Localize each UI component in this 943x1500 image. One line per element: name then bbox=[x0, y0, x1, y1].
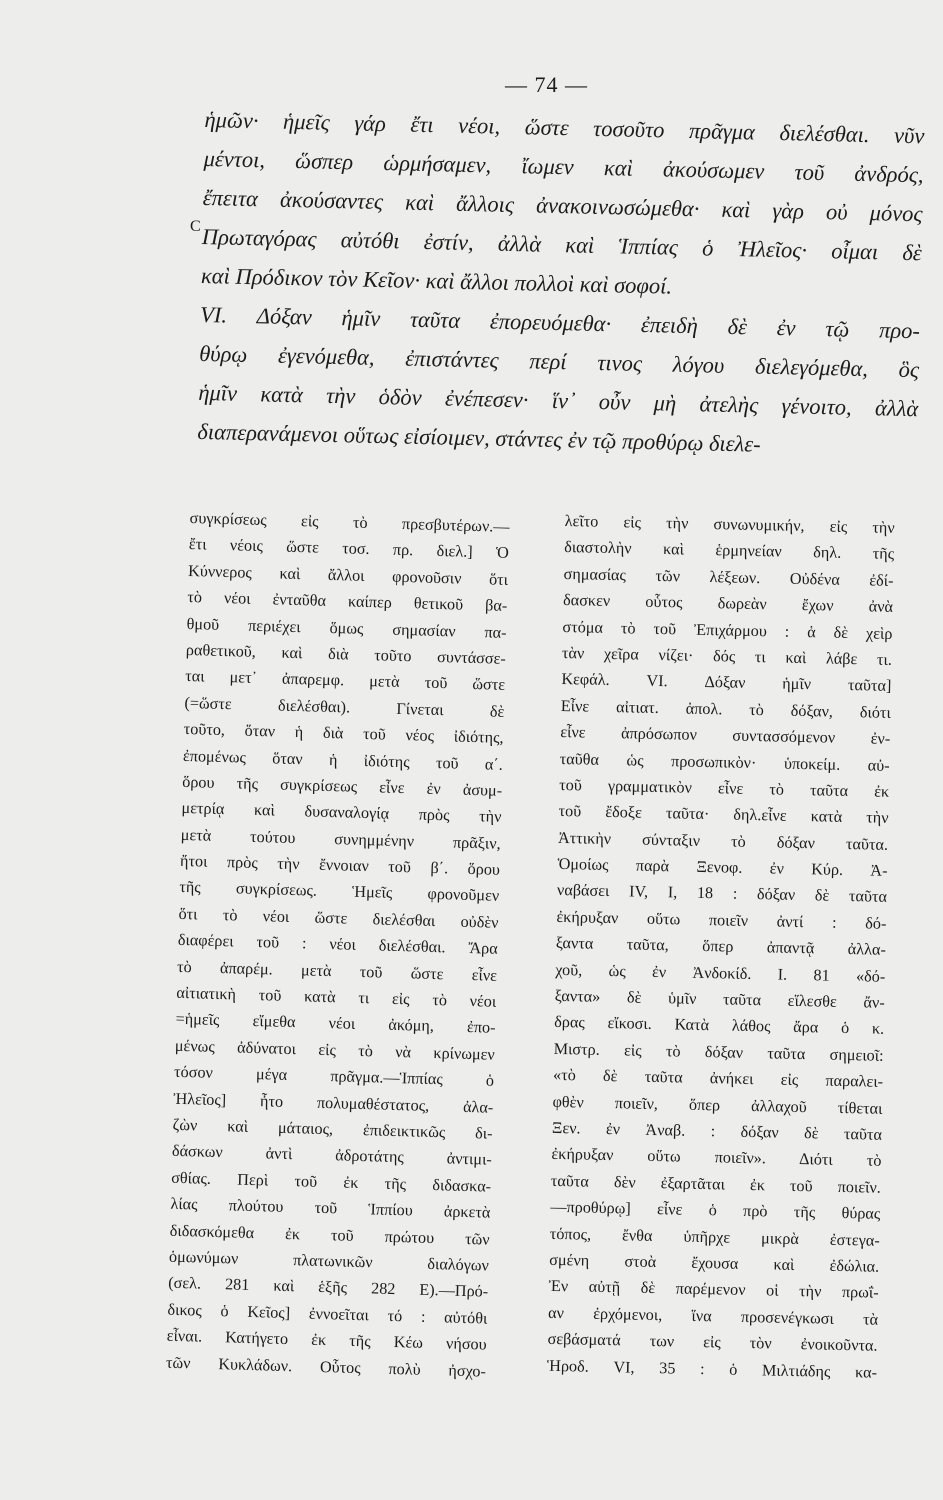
note-line: Ξεν. ἐν Ἀναβ. : δόξαν δὲ ταῦτα bbox=[551, 1118, 883, 1144]
main-text-line: ἡμῖν κατὰ τὴν ὁδὸν ἐνέπεσεν· ἵν᾽ οὖν μὴ ἀτελὴς γένοιτο, ἀλλὰ bbox=[198, 379, 919, 422]
notes-left-column bbox=[166, 505, 510, 1384]
note-line: μένως ἀδύνατοι εἰς τὸ νὰ κρίνωμεν bbox=[174, 1036, 496, 1064]
note-line: αν ἐρχόμενοι, ἵνα προσενέγκωσι τὰ bbox=[547, 1303, 879, 1329]
note-line: ταῦθα ὡς προσωπικὸν· ὑποκείμ. αὐ- bbox=[559, 749, 890, 775]
main-text-line: καὶ Πρόδικον τὸν Κεῖον· καὶ ἄλλοι πολλοὶ καὶ σοφοί. bbox=[200, 262, 673, 299]
note-line: αἰτιατικὴ τοῦ κατὰ τι εἰς τὸ νέοι bbox=[176, 983, 497, 1011]
note-line: ναβάσει IV, I, 18 : δόξαν δὲ ταῦτα bbox=[556, 881, 888, 907]
note-line: =ἡμεῖς εἴμεθα νέοι ἀκόμη, ἐπο- bbox=[175, 1010, 496, 1038]
note-line: ξαντα» δὲ ὑμῖν ταῦτα εἵλεσθε ἄν- bbox=[554, 986, 885, 1012]
note-line: δικος ὁ Κεῖος] ἐννοεῖται τό : αὐτόθι bbox=[167, 1300, 488, 1328]
note-line: (σελ. 281 καὶ ἑξῆς 282 Ε).—Πρό- bbox=[168, 1274, 489, 1301]
main-text-line: ἡμῶν· ἡμεῖς γάρ ἔτι νέοι, ὥστε τοσοῦτο πρᾶγμα διελέσθαι. νῦν bbox=[204, 106, 925, 149]
note-line: Ἀττικὴν σύνταξιν τὸ δόξαν ταῦτα. bbox=[557, 828, 889, 854]
note-line: Ἐν αὐτῇ δὲ παρέμενον οἱ τὴν πρωΐ- bbox=[548, 1277, 879, 1303]
main-text-line: μέντοι, ὥσπερ ὡρμήσαμεν, ἴωμεν καὶ ἀκούσωμεν τοῦ ἀνδρός, bbox=[203, 145, 924, 188]
note-line: στόμα τὸ τοῦ Ἐπιχάρμου : ἁ δὲ χεὶρ bbox=[562, 617, 893, 643]
note-line: διδασκόμεθα ἐκ τοῦ πρώτου τῶν bbox=[169, 1221, 490, 1249]
note-line: σμένη στοὰ ἔχουσα καὶ ἐδώλια. bbox=[549, 1250, 880, 1276]
note-line: ταῦτα δὲν ἐξαρτᾶται ἐκ τοῦ ποιεῖν. bbox=[550, 1171, 882, 1197]
note-line: ἔτι νέοις ὥστε τοσ. πρ. διελ.] Ὁ bbox=[188, 535, 510, 563]
note-line: διαφέρει τοῦ : νέοι διελέσθαι. Ἄρα bbox=[177, 931, 498, 959]
note-line: ὅρου τῆς συγκρίσεως εἶνε ἐν ἀσυμ- bbox=[182, 772, 503, 800]
note-line: τῆς συγκρίσεως. Ἡμεῖς φρονοῦμεν bbox=[179, 878, 500, 906]
note-line: διαστολὴν καὶ ἑρμηνείαν δηλ. τῆς bbox=[563, 538, 895, 564]
note-line: (=ὥστε διελέσθαι). Γίνεται δὲ bbox=[184, 693, 505, 721]
note-line: τὸ νέοι ἐνταῦθα καίπερ θετικοῦ βα- bbox=[187, 588, 508, 616]
note-line: χοῦ, ὡς ἐν Ἀνδοκίδ. I. 81 «δό- bbox=[555, 960, 886, 986]
note-line: ἤτοι πρὸς τὴν ἔννοιαν τοῦ β΄. ὅρου bbox=[179, 851, 501, 879]
note-line: ζὼν καὶ μάταιος, ἐπιδεικτικῶς δι- bbox=[172, 1115, 493, 1143]
note-line: εἶνε ἀπρόσωπον συντασσόμενον ἐν- bbox=[560, 723, 891, 748]
note-line: τόπος, ἔνθα ὑπῆρχε μικρὰ ἐστεγα- bbox=[549, 1224, 880, 1250]
note-line: δάσκων ἀντὶ ἀδροτάτης ἀντιμι- bbox=[171, 1142, 493, 1170]
note-line: Κύννερος καὶ ἄλλοι φρονοῦσιν ὅτι bbox=[187, 561, 509, 589]
note-line: τοῦ ἔδοξε ταῦτα· δηλ.εἶνε κατὰ τὴν bbox=[558, 802, 889, 828]
note-line: τοῦ γραμματικὸν εἶνε τὸ ταῦτα ἐκ bbox=[559, 775, 890, 801]
note-line: ξαντα ταῦτα, ὅπερ ἀπαντᾷ ἀλλα- bbox=[555, 934, 887, 960]
main-text-line: VI. Δόξαν ἡμῖν ταῦτα ἐπορευόμεθα· ἐπειδὴ δὲ ἐν τῷ προ- bbox=[199, 301, 921, 344]
note-line: Κεφάλ. VI. Δόξαν ἡμῖν ταῦτα] bbox=[561, 670, 892, 696]
note-line: εἶναι. Κατήγετο ἐκ τῆς Κέω νήσου bbox=[166, 1326, 487, 1354]
page-number: — 74 — bbox=[505, 72, 588, 97]
note-line: συγκρίσεως εἰς τὸ πρεσβυτέρων.— bbox=[189, 508, 510, 536]
note-line: τόσον μέγα πρᾶγμα.—Ἱππίας ὁ bbox=[173, 1062, 495, 1090]
note-line: σεβάσματά των εἰς τὸν ἐνοικοῦντα. bbox=[547, 1329, 878, 1355]
note-line: «τὸ δὲ ταῦτα ἀνήκει εἰς παραλει- bbox=[552, 1066, 884, 1091]
main-text-line: θύρῳ ἐγενόμεθα, ἐπιστάντες περί τινος λόγου διελεγόμεθα, ὃς bbox=[198, 340, 920, 383]
note-line: τῶν Κυκλάδων. Οὗτος πολὺ ἠσχο- bbox=[165, 1353, 487, 1381]
note-line: ἐπομένως ὅταν ἡ ἰδιότης τοῦ α΄. bbox=[182, 746, 504, 774]
note-line: ἐκήρυξαν οὕτω ποιεῖν». Διότι τὸ bbox=[551, 1145, 882, 1171]
note-line: τὰν χεῖρα νίζει· δός τι καὶ λάβε τι. bbox=[561, 643, 893, 669]
note-line: ἐκήρυξαν οὕτω ποιεῖν ἀντί : δό- bbox=[556, 907, 887, 933]
main-text bbox=[197, 100, 925, 467]
note-line: σημασίας τῶν λέξεων. Οὐδένα ἐδί- bbox=[563, 564, 894, 590]
note-line: λεῖτο εἰς τὴν συνωνυμικήν, εἰς τὴν bbox=[564, 511, 895, 537]
note-line: φθὲν ποιεῖν, ὅπερ ἀλλαχοῦ τίθεται bbox=[552, 1092, 883, 1118]
note-line: τοῦτο, ὅταν ἡ διὰ τοῦ νέος ἰδιότης, bbox=[183, 720, 504, 747]
note-line: μετὰ τούτου συνημμένην πρᾶξιν, bbox=[180, 825, 501, 853]
note-line: δρας εἴκοσι. Κατὰ λάθος ἄρα ὁ κ. bbox=[554, 1013, 885, 1039]
note-line: Μιστρ. εἰς τὸ δόξαν ταῦτα σημειοῖ: bbox=[553, 1039, 884, 1065]
main-text-line: Πρωταγόρας αὐτόθι ἐστίν, ἀλλὰ καὶ Ἱππίας ὁ Ἠλεῖος· οἶμαι δὲ bbox=[201, 223, 923, 266]
main-text-line: ἔπειτα ἀκούσαντες καὶ ἄλλοις ἀνακοινωσώμεθα· καὶ γὰρ οὐ μόνος bbox=[202, 184, 923, 227]
note-line: —προθύρῳ] εἶνε ὁ πρὸ τῆς θύρας bbox=[550, 1198, 881, 1223]
note-line: ὁμωνύμων πλατωνικῶν διαλόγων bbox=[168, 1247, 490, 1275]
main-text-line: διαπερανάμενοι οὕτως εἰσίοιμεν, στάντες ἐν τῷ προθύρῳ διελε- bbox=[197, 418, 761, 457]
note-line: ὅτι τὸ νέοι ὥστε διελέσθαι οὐδὲν bbox=[178, 904, 499, 932]
note-line: δασκεν οὗτος δωρεὰν ἔχων ἀνὰ bbox=[562, 591, 894, 617]
note-line: Ἠλεῖος] ἦτο πολυμαθέστατος, ἀλα- bbox=[173, 1089, 494, 1117]
note-line: θμοῦ περιέχει ὅμως σημασίαν πα- bbox=[186, 614, 507, 642]
notes-right-column bbox=[547, 508, 895, 1386]
note-line: μετρίᾳ καὶ δυσαναλογίᾳ πρὸς τὴν bbox=[181, 799, 502, 827]
note-line: Ὁμοίως παρὰ Ξενοφ. ἐν Κύρ. Ἀ- bbox=[557, 855, 888, 880]
note-line: Ἡροδ. VI, 35 : ὁ Μιλτιάδης κα- bbox=[546, 1356, 878, 1382]
note-line: ραθετικοῦ, καὶ διὰ τοῦτο συντάσσε- bbox=[185, 640, 507, 668]
note-line: Εἶνε αἰτιατ. ἀπολ. τὸ δόξαν, διότι bbox=[560, 696, 891, 722]
note-line: τὸ ἀπαρέμ. μετὰ τοῦ ὥστε εἶνε bbox=[176, 957, 498, 985]
margin-mark: C bbox=[190, 218, 201, 235]
note-line: σθίας. Περὶ τοῦ ἐκ τῆς διδασκα- bbox=[170, 1168, 492, 1196]
note-line: ται μετ᾽ ἀπαρεμφ. μετὰ τοῦ ὥστε bbox=[184, 667, 506, 695]
note-line: λίας πλούτου τοῦ Ἱππίου ἀρκετὰ bbox=[170, 1194, 491, 1222]
